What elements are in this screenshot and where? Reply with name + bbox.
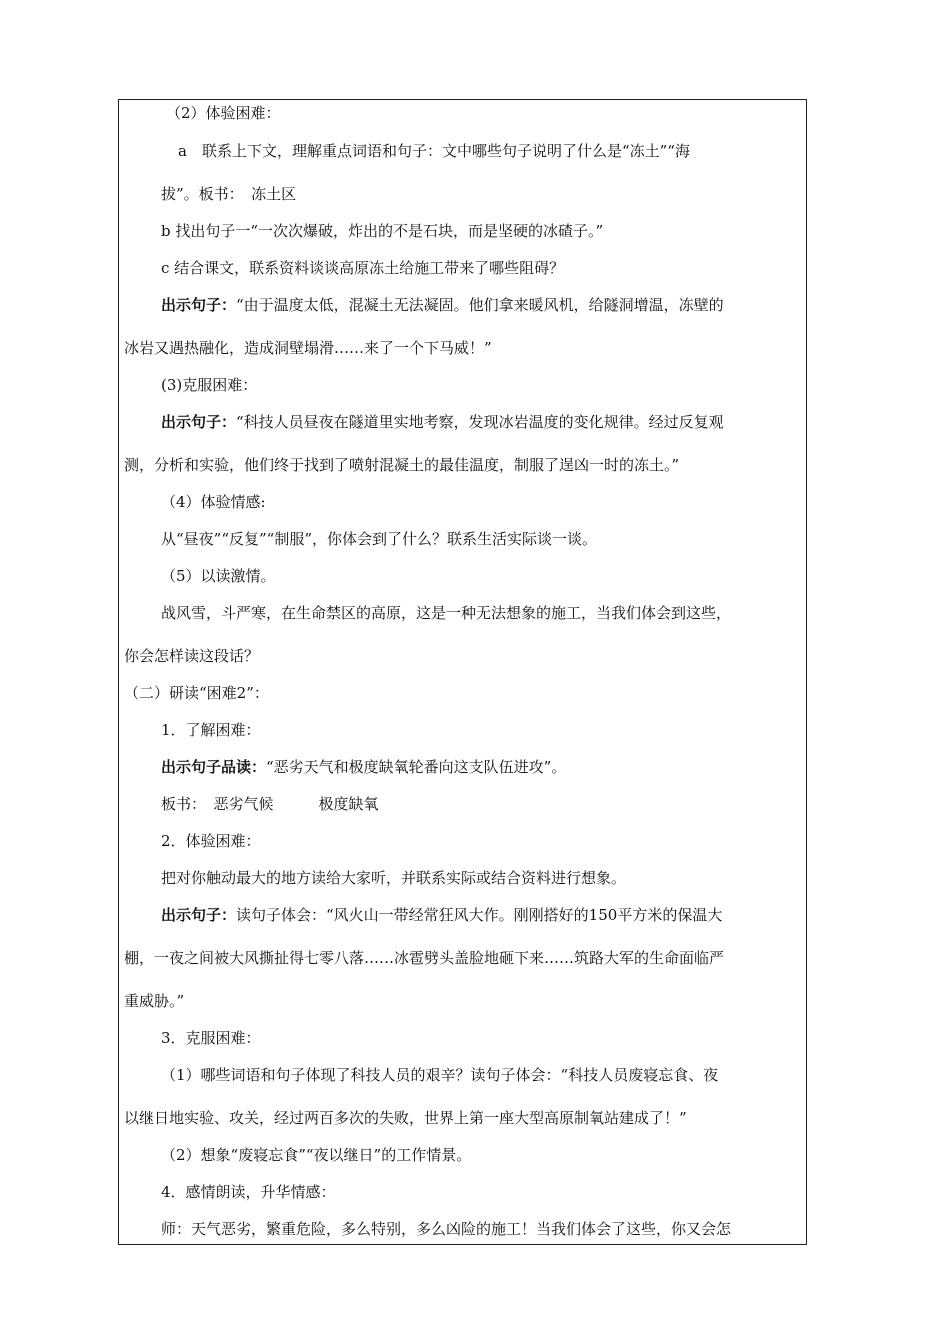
paragraph-line — [161, 412, 724, 432]
sentence-label: 出示句子： — [161, 413, 237, 431]
text-line: 师：天气恶劣，繁重危险，多么特别，多么凶险的施工！当我们体会了这些，你又会怎 — [161, 1220, 732, 1238]
sentence-label: 出示句子： — [161, 296, 237, 314]
text-line: （5）以读激情。 — [161, 567, 276, 585]
text-line: 冰岩又遇热融化，造成洞壁塌滑……来了一个下马威！” — [124, 339, 492, 357]
text-line: 测，分析和实验，他们终于找到了喷射混凝土的最佳温度，制服了逞凶一时的冻土。” — [124, 456, 680, 474]
text-line: 板书： 恶劣气候 极度缺氧 — [161, 795, 379, 813]
text-line: 战风雪，斗严寒，在生命禁区的高原，这是一种无法想象的施工，当我们体会到这些， — [161, 604, 732, 622]
text-line: 3．克服困难： — [161, 1029, 261, 1047]
section-heading: （二）研读“困难2”： — [124, 684, 269, 702]
text-line: （2）想象“废寝忘食”“夜以继日”的工作情景。 — [161, 1146, 472, 1164]
quote-text: “科技人员昼夜在隧道里实地考察，发现冰岩温度的变化规律。经过反复观 — [236, 413, 724, 431]
text-line: 你会怎样读这段话？ — [124, 647, 260, 665]
text-line: 重威胁。” — [124, 992, 185, 1010]
text-line: a 联系上下文，理解重点词语和句子：文中哪些句子说明了什么是“冻土”“海 — [178, 142, 690, 160]
text-line: （4）体验情感: — [161, 493, 266, 511]
text-line: （1）哪些词语和句子体现了科技人员的艰辛？读句子体会：“科技人员废寝忘食、夜 — [161, 1066, 719, 1084]
text-line: 棚，一夜之间被大风撕扯得七零八落……冰雹劈头盖脸地砸下来……筑路大军的生命面临严 — [124, 949, 725, 967]
text-line: 4．感情朗读，升华情感： — [161, 1183, 336, 1201]
text-line: 1．了解困难： — [161, 721, 261, 739]
paragraph-line — [161, 295, 724, 315]
text-line: b 找出句子一“一次次爆破，炸出的不是石块，而是坚硬的冰碴子。” — [161, 222, 604, 240]
text-line: 拔”。板书： 冻土区 — [161, 185, 297, 203]
sentence-label: 出示句子品读： — [161, 758, 267, 776]
paragraph-line — [161, 905, 722, 925]
text-line: c 结合课文，联系资料谈谈高原冻土给施工带来了哪些阻碍？ — [161, 259, 565, 277]
paragraph-line — [161, 757, 566, 777]
sentence-label: 出示句子： — [161, 906, 237, 924]
text-line: (3)克服困难： — [161, 376, 258, 394]
text-line: 从“昼夜”“反复”“制服”，你体会到了什么？联系生活实际谈一谈。 — [161, 530, 598, 548]
quote-text: “由于温度太低，混凝土无法凝固。他们拿来暖风机，给隧洞增温，冻壁的 — [236, 296, 724, 314]
text-line: 把对你触动最大的地方读给大家听，并联系实际或结合资料进行想象。 — [161, 869, 627, 887]
quote-text: 读句子体会：“风火山一带经常狂风大作。刚刚搭好的150平方米的保温大 — [236, 906, 723, 924]
text-line: （2）体验困难： — [166, 104, 281, 122]
text-line: 以继日地实验、攻关，经过两百多次的失败，世界上第一座大型高原制氧站建成了！” — [124, 1109, 687, 1127]
quote-text: “恶劣天气和极度缺氧轮番向这支队伍进攻”。 — [266, 758, 567, 776]
text-line: 2．体验困难： — [161, 832, 261, 850]
